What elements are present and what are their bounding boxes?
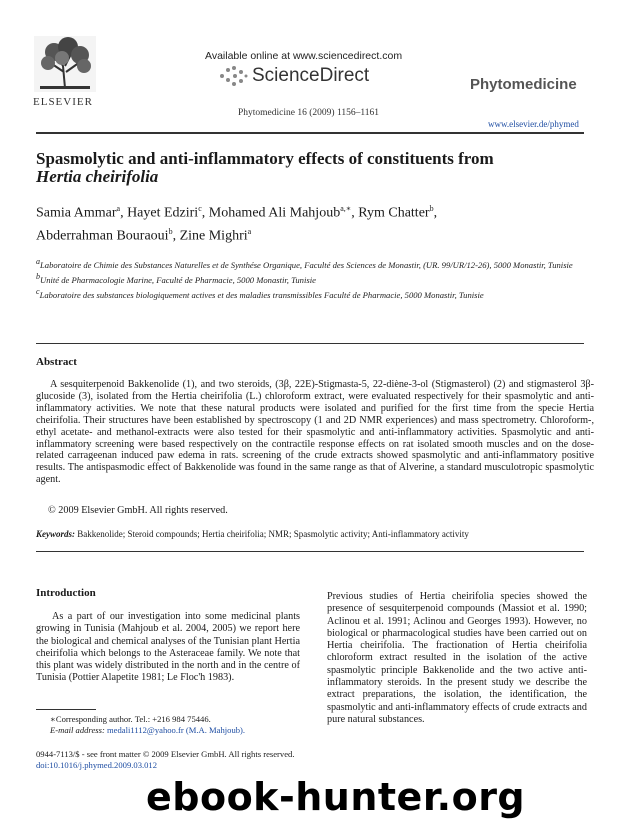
introduction-left-column: As a part of our investigation into some medicinal plants growing in Tunisia (Mahjoub et al. 2004, 2005) we report here the biological and chemical analyses of the Tunisian plant Hertia cheirifolia which belongs to the Asteraceae family. We note that this plant was widely distributed in the north and in the centre of Tunisia (Pottier Alapetite 1981; Le Floc'h 1983). <box>36 611 300 684</box>
keywords-rule <box>36 551 584 552</box>
elsevier-tree-logo <box>34 36 96 92</box>
author: Samia Ammar <box>36 205 117 221</box>
keywords-label: Keywords: <box>36 529 75 539</box>
footnote-rule <box>36 709 96 710</box>
issn-block <box>36 749 294 771</box>
journal-url-link[interactable]: www.elsevier.de/phymed <box>488 119 579 129</box>
doi-link[interactable]: doi:10.1016/j.phymed.2009.03.012 <box>36 760 158 770</box>
author: Hayet Edziri <box>127 205 199 221</box>
article-title: Spasmolytic and anti-inflammatory effects of constituents from Hertia cheirifolia <box>36 149 494 186</box>
journal-reference: Phytomedicine 16 (2009) 1156–1161 <box>238 108 379 118</box>
author: Abderrahman Bouraoui <box>36 228 169 244</box>
author: Zine Mighri <box>179 228 248 244</box>
introduction-right-column: Previous studies of Hertia cheirifolia species showed the presence of sesquiterpenoid compounds (Massiot et al. 1990; Aclinou et al. 1991; Aclinou and Georges 1993). However, no biological or pharmacological studies have been carried out on Hertia cheirifolia. The fractionation of Hertia cheirifolia chloroform extract resulted in the isolation of the active spasmolytic principle Bakkenolide and the two active anti-inflammatory steroids. In the present study we describe the extract preparations, the isolation, the identification, the spasmolytic and anti-inflammatory effects of crude extracts and pure natural substances. <box>327 591 587 725</box>
watermark: ebook-hunter.org <box>146 775 526 819</box>
elsevier-logo-text: ELSEVIER <box>33 96 93 108</box>
corresponding-author: ∗Corresponding author. Tel.: +216 984 75446. <box>50 714 211 724</box>
affiliations <box>36 256 596 301</box>
affiliation: $^a$Laboratoire de Chimie des Substances Naturelles et de Synthése Organique, Faculté des Sciences de Monastir, (UR. 99/UR/12-26), 5000 Monastir, Tunisie <box>36 257 573 270</box>
abstract-top-rule <box>36 343 584 344</box>
introduction-heading: Introduction <box>36 587 96 599</box>
sciencedirect-logo[interactable]: ScienceDirect <box>252 65 370 86</box>
abstract-heading: Abstract <box>36 356 77 368</box>
affiliation: $^b$Unité de Pharmacologie Marine, Faculté de Pharmacie, 5000 Monastir, Tunisie <box>36 271 316 285</box>
keywords-text: Bakkenolide; Steroid compounds; Hertia cheirifolia; NMR; Spasmolytic activity; Anti-inflammatory activity <box>77 529 469 539</box>
footnote: ∗Corresponding author. Tel.: +216 984 75446. E-mail address: medali1112@yahoo.fr (M.A. Mahjoub). <box>36 714 306 736</box>
available-online[interactable]: Available online at www.sciencedirect.com <box>205 50 403 62</box>
journal-name: Phytomedicine <box>470 76 577 93</box>
abstract-text: A sesquiterpenoid Bakkenolide (1), and two steroids, (3β, 22E)-Stigmasta-5, 22-diène-3-ol (Stigmasterol) (2) and stigmasterol 3β-glucoside (3), isolated from the Hertia cheirifolia (L.) chloroform extract, were evaluated respectively for their spasmolytic and anti-inflammatory activities. We note that these natural products were isolated and purified for the first time from the specie Hertia cheirifolia. Their structures have been established by spectroscopy (1 and 2D NMR experiences) and mass spectrometry. Chloroform-, ethyl acetate- and methanol-extracts were also tested for their spasmolytic and anti-inflammatory activities. Spasmolytic and anti-inflammatory screening were based respectively on the contractile response effects on rat isolated smooth muscles and on the dose-related carrageenan induced paw edema in rats. screening of the crude extracts showed spasmolytic and anti-inflammatory positive results. The antispasmodic effect of Bakkenolide was found in the same range as that of Alverine, a standard musculotropic spasmolytic agent. <box>36 379 594 486</box>
sciencedirect-dots-icon <box>218 64 248 88</box>
abstract-copyright: © 2009 Elsevier GmbH. All rights reserved. <box>48 505 228 516</box>
affiliation: $^c$Laboratoire des substances biologiquement actives et des maladies transmissibles Faculté de Pharmacie, 5000 Monastir, Tunisie <box>36 286 484 300</box>
email-link[interactable]: medali1112@yahoo.fr (M.A. Mahjoub). <box>106 725 246 735</box>
author: Rym Chatter <box>358 205 430 221</box>
issn-line: 0944-7113/$ - see front matter © 2009 Elsevier GmbH. All rights reserved. <box>36 749 295 759</box>
author: Mohamed Ali Mahjoub <box>208 205 341 221</box>
keywords <box>36 529 596 539</box>
header-rule <box>36 132 584 134</box>
author-list: Samia Ammar$^a$, Hayet Edziri$^c$, Mohamed Ali Mahjoub$^{a,∗}$, Rym Chatter$^b$, Abderrahman Bouraoui$^b$, Zine Mighri$^a$ <box>36 204 438 244</box>
